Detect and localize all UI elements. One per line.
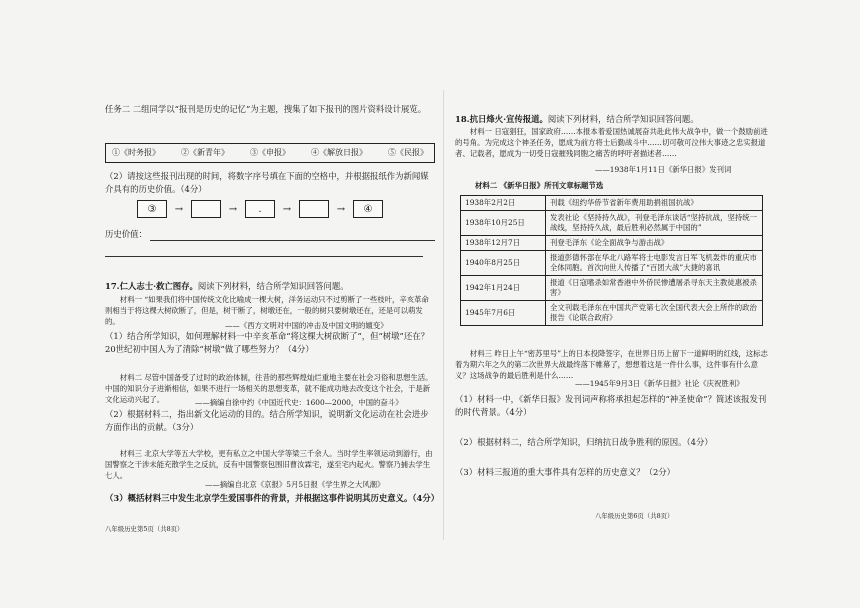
q18-intro: 阅读下列材料，结合所学知识回答问题。 [547, 114, 699, 124]
arrow-right-icon: → [174, 203, 184, 215]
newspaper-item: ②《新青年》 [181, 148, 229, 157]
table-cell-date: 1940年8月25日 [461, 250, 546, 275]
q17-question-1: （1）结合所学知识，如何理解材料一中辛亥革命“将这棵大树砍断了”，但“树墩”还在？20世纪初中国人为了清除“树墩”做了哪些努力？（4分） [105, 331, 429, 354]
q18-title: 18.抗日烽火·宣传报道。 [455, 114, 548, 124]
q18-material-1-source: ——1938年1月11日《新华日报》发刊词 [595, 165, 732, 174]
page-divider [443, 90, 444, 540]
table-cell-date: 1938年10月25日 [461, 210, 546, 235]
page-footer: 八年级历史第6页（共8页） [595, 512, 674, 520]
q18-question-2: （2）根据材料二，结合所学知识，归纳抗日战争胜利的原因。（4分） [455, 437, 713, 447]
q17-question-2: （2）根据材料二，指出新文化运动的目的。结合所学知识，说明新文化运动在社会进步方面作出的贡献。（3分） [105, 409, 429, 432]
q18-question-1: （1）材料一中，《新华日报》发刊词声称将承担起怎样的“神圣使命”？简述该报发刊的时代背景。（4分） [455, 394, 767, 417]
timeline-box[interactable] [299, 200, 329, 218]
newspaper-item: ③《申报》 [250, 148, 290, 157]
table-cell-title: 报道《日寇嗜杀如常香港中外侨民惨遭屠杀寻东天主教徒惠被杀害》 [546, 275, 763, 300]
headline-table-wrap [460, 195, 763, 326]
table-cell-title: 全文刊载毛泽东在中国共产党第七次全国代表大会上所作的政治报告《论联合政府》 [546, 300, 763, 325]
right-page [455, 0, 770, 608]
q18-heading [455, 113, 770, 126]
page-footer: 八年级历史第5页（共8页） [105, 525, 184, 533]
timeline-box[interactable] [191, 200, 221, 218]
history-value-label: 历史价值： [105, 229, 147, 239]
table-row [461, 250, 763, 275]
history-value-answer [105, 228, 435, 241]
q17-material-1-source: ——《西方文明对中国的冲击及中国文明的嬗变》 [225, 321, 388, 330]
q17-heading [105, 280, 435, 293]
table-row [461, 235, 763, 250]
q18-material-3-source: ——1945年9月3日《新华日报》社论《庆祝胜利》 [575, 379, 744, 388]
timeline-box[interactable]: ④ [353, 200, 383, 218]
newspaper-item: ④《解放日报》 [311, 148, 367, 157]
table-cell-date: 1938年2月2日 [461, 196, 546, 211]
q18-material-2-title: 材料二 《新华日报》所刊文章标题节选 [475, 181, 604, 190]
newspaper-item: ①《时务报》 [112, 148, 160, 157]
table-cell-date: 1938年12月7日 [461, 235, 546, 250]
table-row [461, 196, 763, 211]
timeline-box[interactable]: ③ [137, 200, 167, 218]
timeline-flow [137, 200, 383, 218]
q17-material-2-source: ——摘编自徐中约《中国近代史：1600—2000，中国的奋斗》 [195, 398, 403, 407]
q17-question-3: （3）概括材料三中发生北京学生爱国事件的背景，并根据这事件说明其历史意义。（4分） [105, 493, 440, 503]
table-cell-title: 发表社论《坚持持久战》，刊登毛泽东谈话“坚持抗战，坚持统一战线，坚持持久战，最后胜利必然属于中国的” [546, 210, 763, 235]
q17-material-1: 材料一 “如果我们将中国传统文化比喻成一棵大树，洋务运动只不过剪断了一些枝叶，辛亥革命则相当于将这棵大树砍断了，但是，树干断了，树墩还在，一般的树只要树墩还在，还是可以萌发的。 [105, 295, 429, 327]
task2-question-2: （2）请按这些报刊出现的时间，将数字序号填在下面的空格中，并根据报纸作为新闻媒介具有的历史价值。（4分） [105, 171, 429, 194]
q18-material-3: 材料三 昨日上午“密苏里号”上的日本投降签字，在世界日历上留下一道鲜明的红线，这标志着为期六年之久的第二次世界大战最终落下帷幕了，想想着这是一件什么事，这件事有什么意义？这场战争的最后胜利是什么…… [455, 349, 768, 381]
q17-material-2: 材料二 尽管中国备受了过时的政治体制，往昔的那些辉煌灿烂重地主要在社会习俗和思想生活。中国的知识分子进渐相信，如果不进行一场相关的思想变革，就不能成功地去改变这个社会，于是新文化运动兴起了。 [105, 373, 433, 405]
table-row [461, 300, 763, 325]
headline-table [460, 195, 763, 326]
arrow-right-icon: → [336, 203, 346, 215]
newspaper-item: ⑤《民报》 [388, 148, 428, 157]
arrow-right-icon: → [228, 203, 238, 215]
q17-title: 17.仁人志士·救亡图存。 [105, 281, 198, 291]
answer-line[interactable] [105, 256, 423, 257]
q17-material-3: 材料三 北京大学等五大学校，更有私立之中国大学等梁三千余人。当时学生率领运动到游行，由国警察之干涉未能充散学生之反抗，反有中国警察包围旧曹汝霖宅，遂至宅内起火。警察乃捕去学生七人。 [105, 449, 433, 481]
answer-line[interactable] [150, 240, 435, 241]
q17-material-3-source: ——摘编自北京《京报》5月5日报《学生界之大风潮》 [205, 480, 385, 489]
q17-intro: 阅读下列材料，结合所学知识回答问题。 [197, 281, 349, 291]
table-row [461, 210, 763, 235]
q18-question-3: （3）材料三报道的重大事件具有怎样的历史意义？（2分） [455, 467, 676, 477]
timeline-box[interactable]: . [245, 200, 275, 218]
table-cell-date: 1945年7月6日 [461, 300, 546, 325]
table-row [461, 275, 763, 300]
table-cell-title: 刊载《纽约华侨节省新年费用助捐祖国抗战》 [546, 196, 763, 211]
table-cell-date: 1942年1月24日 [461, 275, 546, 300]
table-cell-title: 报道彭德怀部在华北八路军将士电影发言日军飞机轰炸的重庆市全体同胞。首次向世人传播了“百团大战”大捷的喜讯 [546, 250, 763, 275]
task2-intro: 任务二 二组同学以“报刊是历史的记忆”为主题，搜集了如下报刊的图片资料设计展览。 [105, 104, 427, 114]
newspaper-list [105, 143, 435, 163]
table-cell-title: 刊登毛泽东《论全面战争与游击战》 [546, 235, 763, 250]
arrow-right-icon: → [282, 203, 292, 215]
left-page [105, 0, 440, 608]
q18-material-1: 材料一 日寇猖狂，国家政府……本报本着爱国热诚展奋共赴此伟大战争中，做一个鼓励前进的号角。为完成这个神圣任务，愿成为前方将士后勤战斗中……切可敬可泣伟大事迹之忠实报道者、记载者，愿成为一切受日寇摧残同胞之痛苦的呼吁者描述者…… [455, 127, 768, 159]
